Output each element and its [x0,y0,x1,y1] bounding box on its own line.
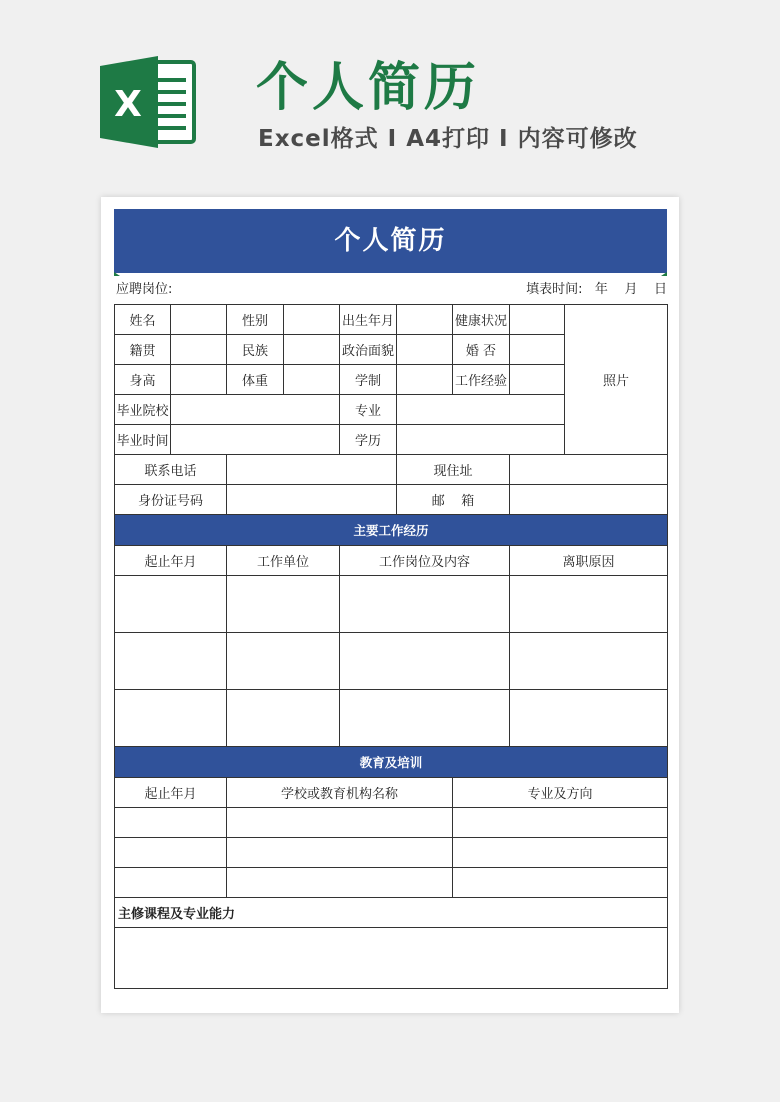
position-label: 应聘岗位: [116,282,173,297]
label-ethnic: 民族 [227,335,284,365]
work-section-title: 主要工作经历 [115,515,668,546]
education-row [115,868,668,898]
value-school[interactable] [171,395,340,425]
work-cell-position[interactable] [340,576,510,633]
work-cell-position[interactable] [340,633,510,690]
top-banner [0,0,780,196]
label-native: 籍贯 [115,335,171,365]
value-height[interactable] [171,365,227,395]
work-header-reason: 离职原因 [510,546,668,576]
label-marriage: 婚 否 [453,335,510,365]
label-name: 姓名 [115,305,171,335]
value-address[interactable] [510,455,668,485]
work-cell-period[interactable] [115,576,227,633]
value-degree[interactable] [397,425,565,455]
work-cell-period[interactable] [115,690,227,747]
value-name[interactable] [171,305,227,335]
work-cell-employer[interactable] [227,633,340,690]
meta-row [114,279,667,301]
contact-row-1 [115,455,668,485]
label-health: 健康状况 [453,305,510,335]
value-email[interactable] [510,485,668,515]
basic-row-1 [115,305,668,335]
work-header-period: 起止年月 [115,546,227,576]
value-phone[interactable] [227,455,397,485]
label-address: 现住址 [397,455,510,485]
value-weight[interactable] [284,365,340,395]
work-row [115,633,668,690]
label-id-number: 身份证号码 [115,485,227,515]
edu-cell-school[interactable] [227,838,453,868]
work-cell-employer[interactable] [227,576,340,633]
title-corner-mark-right [661,272,667,276]
contact-row-2 [115,485,668,515]
label-gender: 性别 [227,305,284,335]
courses-content-row [115,928,668,989]
banner-title: 个人简历 [256,58,481,118]
edu-cell-school[interactable] [227,868,453,898]
value-birth[interactable] [397,305,453,335]
education-row [115,808,668,838]
label-email: 邮 箱 [397,485,510,515]
education-header-row [115,778,668,808]
label-grad-time: 毕业时间 [115,425,171,455]
edu-cell-period[interactable] [115,838,227,868]
education-row [115,838,668,868]
edu-cell-major[interactable] [453,838,668,868]
value-grad-time[interactable] [171,425,340,455]
resume-sheet [101,197,679,1013]
label-school: 毕业院校 [115,395,171,425]
work-section-header [115,515,668,546]
edu-header-major: 专业及方向 [453,778,668,808]
excel-icon [100,56,200,148]
fill-time-label: 填表时间: 年 月 日 [526,282,667,297]
value-political[interactable] [397,335,453,365]
label-birth: 出生年月 [340,305,397,335]
work-row [115,690,668,747]
label-phone: 联系电话 [115,455,227,485]
courses-content[interactable] [115,928,668,989]
work-header-position: 工作岗位及内容 [340,546,510,576]
value-experience[interactable] [510,365,565,395]
value-major[interactable] [397,395,565,425]
work-cell-employer[interactable] [227,690,340,747]
edu-cell-major[interactable] [453,868,668,898]
value-gender[interactable] [284,305,340,335]
work-header-row [115,546,668,576]
work-cell-reason[interactable] [510,690,668,747]
label-degree: 学历 [340,425,397,455]
edu-cell-school[interactable] [227,808,453,838]
edu-cell-major[interactable] [453,808,668,838]
value-edu-system[interactable] [397,365,453,395]
work-cell-period[interactable] [115,633,227,690]
photo-cell[interactable]: 照片 [565,305,668,455]
value-health[interactable] [510,305,565,335]
work-header-employer: 工作单位 [227,546,340,576]
sheet-title: 个人简历 [114,209,667,273]
work-cell-reason[interactable] [510,576,668,633]
label-height: 身高 [115,365,171,395]
work-cell-position[interactable] [340,690,510,747]
courses-title: 主修课程及专业能力 [115,898,668,928]
label-experience: 工作经验 [453,365,510,395]
label-weight: 体重 [227,365,284,395]
value-ethnic[interactable] [284,335,340,365]
edu-header-school: 学校或教育机构名称 [227,778,453,808]
education-section-title: 教育及培训 [115,747,668,778]
work-row [115,576,668,633]
resume-table [114,304,668,989]
value-marriage[interactable] [510,335,565,365]
label-political: 政治面貌 [340,335,397,365]
svg-text:X: X [114,84,142,125]
education-section-header [115,747,668,778]
label-major: 专业 [340,395,397,425]
title-corner-mark-left [114,272,120,276]
edu-cell-period[interactable] [115,868,227,898]
label-edu-system: 学制 [340,365,397,395]
value-native[interactable] [171,335,227,365]
banner-subtitle: Excel格式 Ⅰ A4打印 Ⅰ 内容可修改 [258,126,638,152]
courses-header-row [115,898,668,928]
edu-cell-period[interactable] [115,808,227,838]
work-cell-reason[interactable] [510,633,668,690]
value-id-number[interactable] [227,485,397,515]
edu-header-period: 起止年月 [115,778,227,808]
